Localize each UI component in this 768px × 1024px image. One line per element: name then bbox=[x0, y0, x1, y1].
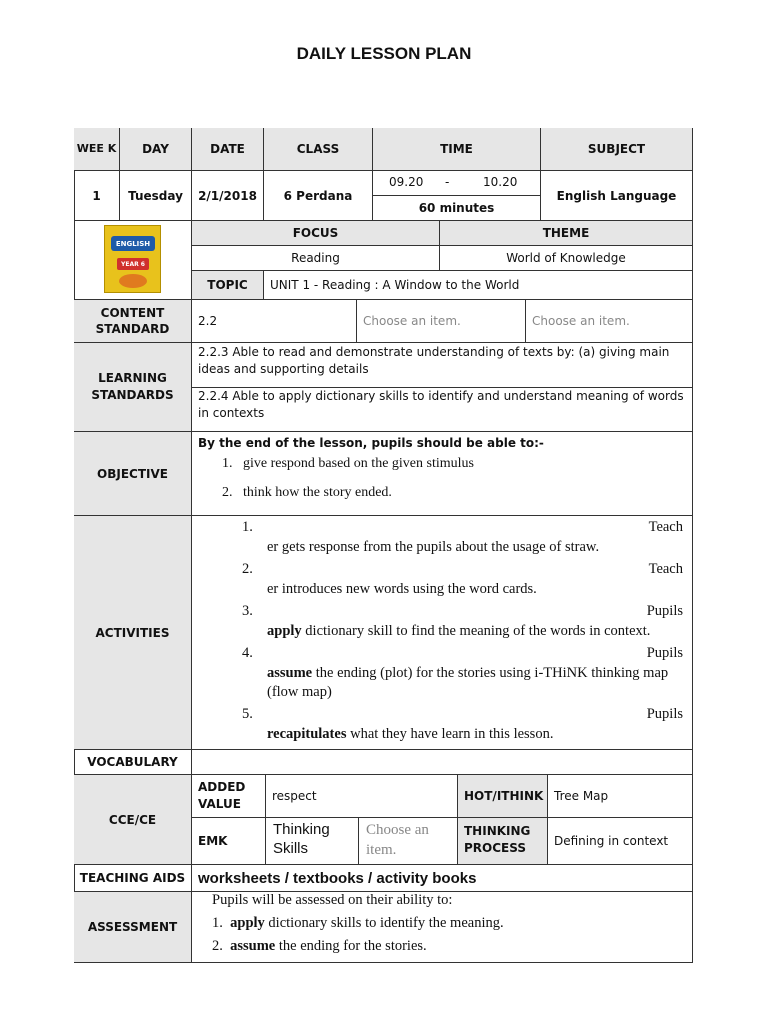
header-subject: SUBJECT bbox=[541, 128, 693, 171]
date-value: 2/1/2018 bbox=[192, 171, 264, 221]
emk-label: EMK bbox=[192, 818, 266, 865]
hot-ithink-value: Tree Map bbox=[548, 775, 693, 818]
theme-label: THEME bbox=[440, 221, 693, 246]
cce-label: CCE/CE bbox=[74, 775, 192, 865]
added-value: respect bbox=[266, 775, 458, 818]
assessment-item: 1. apply dictionary skills to identify the meaning. bbox=[212, 915, 504, 931]
activity-item: 5. Pupils recapitulates what they have learn in this lesson. bbox=[242, 706, 683, 742]
objective-item: 1. give respond based on the given stimulus bbox=[222, 456, 474, 471]
teaching-aids-label: TEACHING AIDS bbox=[74, 865, 192, 892]
content-standard-choice-2[interactable]: Choose an item. bbox=[526, 300, 693, 343]
header-day: DAY bbox=[120, 128, 192, 171]
vocabulary-label: VOCABULARY bbox=[74, 750, 192, 775]
page-title: DAILY LESSON PLAN bbox=[296, 44, 472, 63]
thinking-process-value: Defining in context bbox=[548, 818, 693, 865]
topic-value: UNIT 1 - Reading : A Window to the World bbox=[264, 271, 693, 300]
learning-standards-label: LEARNING STANDARDS bbox=[74, 343, 192, 432]
activity-item: 1. Teach er gets response from the pupils about the usage of straw. bbox=[242, 519, 683, 555]
hot-ithink-label: HOT/ITHINK bbox=[458, 775, 548, 818]
assessment-intro: Pupils will be assessed on their ability to: bbox=[212, 892, 453, 908]
focus-label: FOCUS bbox=[192, 221, 440, 246]
vocabulary-value bbox=[192, 750, 693, 775]
header-class: CLASS bbox=[264, 128, 373, 171]
duration: 60 minutes bbox=[373, 196, 541, 221]
emk-choice[interactable]: Choose an item. bbox=[359, 818, 458, 865]
time-dash: - bbox=[445, 175, 450, 189]
day-value: Tuesday bbox=[120, 171, 192, 221]
content-standard-value: 2.2 bbox=[192, 300, 357, 343]
topic-label: TOPIC bbox=[192, 271, 264, 300]
content-standard-choice-1[interactable]: Choose an item. bbox=[357, 300, 526, 343]
objective-item: 2. think how the story ended. bbox=[222, 485, 392, 500]
theme-value: World of Knowledge bbox=[440, 246, 693, 271]
activity-item: 2. Teach er introduces new words using the word cards. bbox=[242, 561, 683, 597]
subject-value: English Language bbox=[541, 171, 693, 221]
objective-label: OBJECTIVE bbox=[74, 432, 192, 516]
activity-item: 4. Pupils assume the ending (plot) for the stories using i-THiNK thinking map (flow map) bbox=[242, 645, 683, 700]
teaching-aids-value: worksheets / textbooks / activity books bbox=[192, 865, 693, 892]
time-range bbox=[373, 171, 541, 196]
time-end: 10.20 bbox=[483, 175, 518, 189]
focus-value: Reading bbox=[192, 246, 440, 271]
header-week: WEE K bbox=[74, 128, 120, 171]
assessment-content bbox=[192, 892, 693, 963]
activities-label: ACTIVITIES bbox=[74, 516, 192, 750]
week-value: 1 bbox=[74, 171, 120, 221]
cover-title: ENGLISH bbox=[111, 236, 155, 251]
header-date: DATE bbox=[192, 128, 264, 171]
class-value: 6 Perdana bbox=[264, 171, 373, 221]
added-value-label: ADDED VALUE bbox=[192, 775, 266, 818]
activities-list bbox=[192, 516, 692, 744]
emk-value: Thinking Skills bbox=[266, 818, 359, 865]
objective-intro: By the end of the lesson, pupils should be able to:- bbox=[198, 436, 544, 450]
time-start: 09.20 bbox=[389, 175, 424, 189]
objective-content bbox=[192, 432, 693, 516]
header-time: TIME bbox=[373, 128, 541, 171]
assessment-item: 2. assume the ending for the stories. bbox=[212, 938, 427, 954]
learning-standard-2: 2.2.4 Able to apply dictionary skills to identify and understand meaning of words in contexts bbox=[192, 388, 693, 432]
thinking-process-label: THINKING PROCESS bbox=[458, 818, 548, 865]
cover-year: YEAR 6 bbox=[117, 258, 149, 270]
activity-item: 3. Pupils apply dictionary skill to find the meaning of the words in context. bbox=[242, 603, 683, 639]
assessment-label: ASSESSMENT bbox=[74, 892, 192, 963]
cover-illustration bbox=[119, 274, 147, 288]
content-standard-label: CONTENT STANDARD bbox=[74, 300, 192, 343]
textbook-cover-image bbox=[104, 225, 161, 293]
learning-standard-1: 2.2.3 Able to read and demonstrate understanding of texts by: (a) giving main ideas and supporting details bbox=[192, 343, 693, 388]
